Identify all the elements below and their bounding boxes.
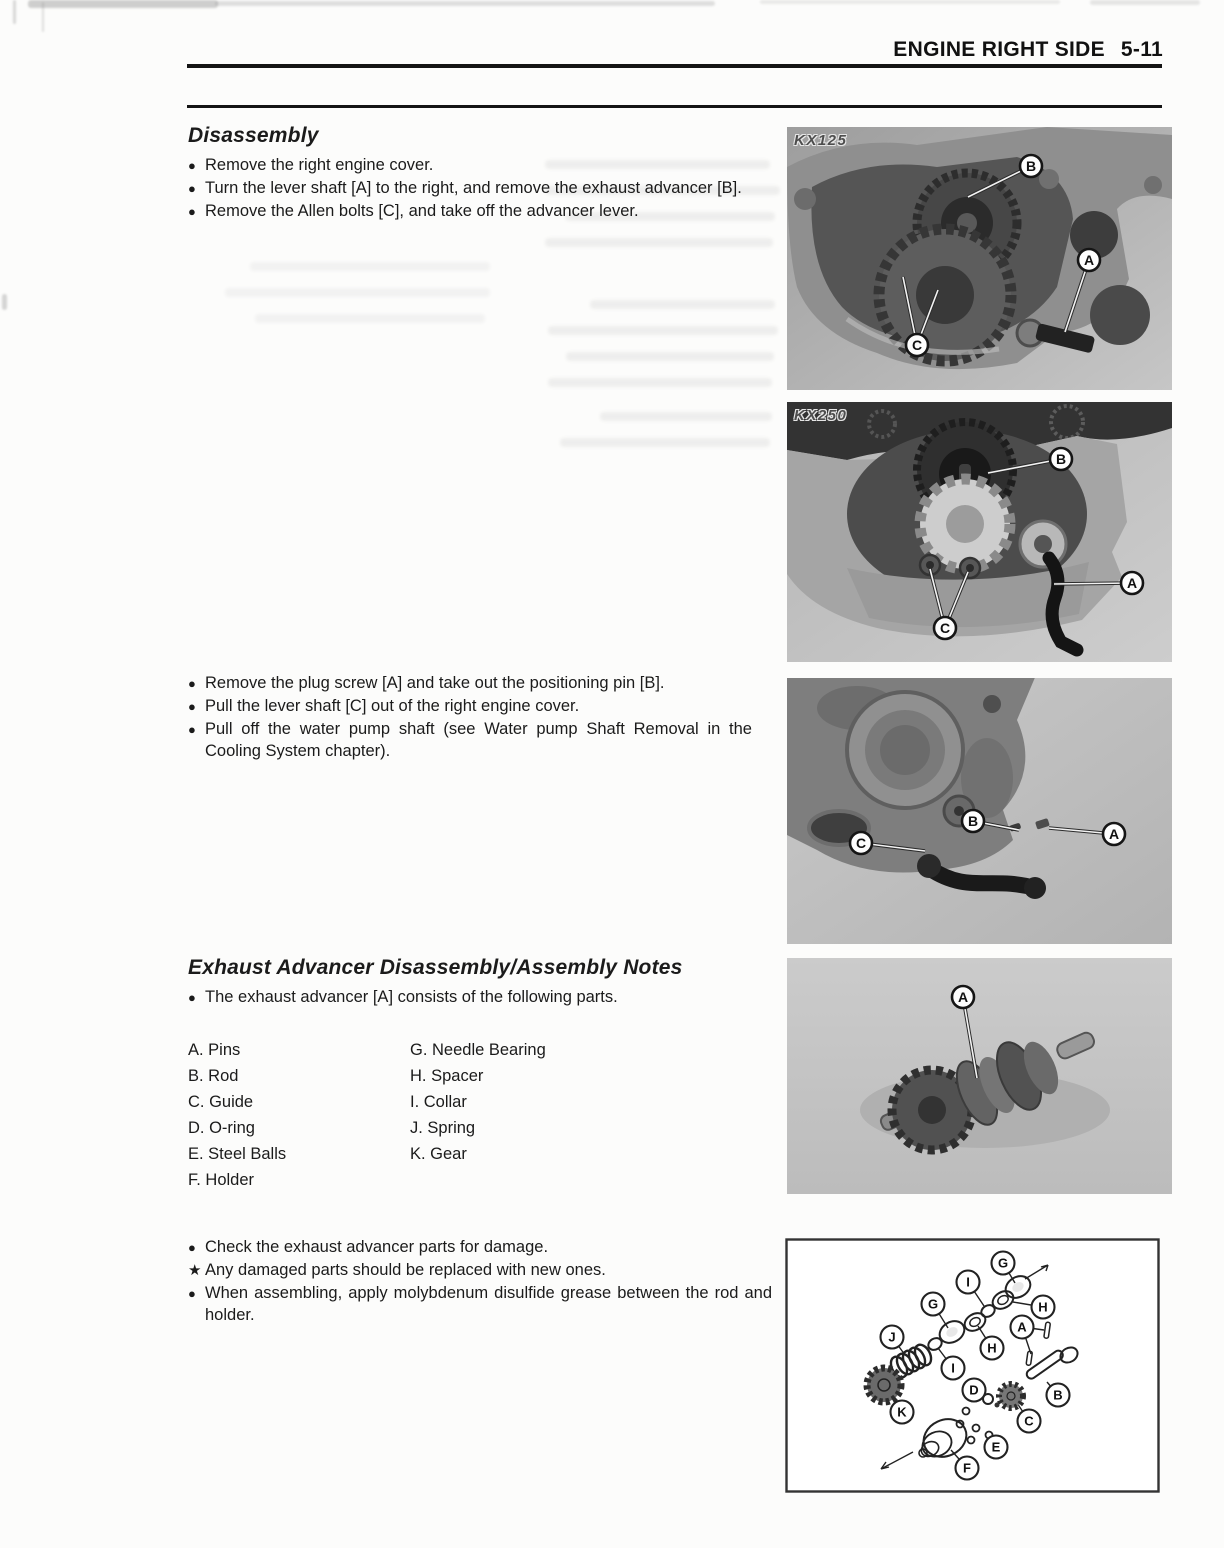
scan-artifact bbox=[13, 0, 16, 24]
svg-text:G: G bbox=[927, 1296, 939, 1312]
part-item: G. Needle Bearing bbox=[410, 1041, 546, 1059]
figure-kx125-advancer-photo bbox=[787, 127, 1172, 390]
scan-artifact bbox=[42, 2, 44, 32]
bullet-text: The exhaust advancer [A] consists of the following parts. bbox=[205, 988, 618, 1006]
header-rule-2 bbox=[187, 105, 1162, 108]
svg-text:F: F bbox=[963, 1460, 971, 1476]
svg-text:C: C bbox=[911, 337, 923, 353]
ghost-text bbox=[250, 262, 490, 271]
ghost-text bbox=[548, 326, 778, 335]
part-item: A. Pins bbox=[188, 1041, 241, 1059]
notes-heading: Exhaust Advancer Disassembly/Assembly Notes bbox=[188, 956, 683, 979]
bullet-marker: ● bbox=[188, 676, 196, 691]
part-item: E. Steel Balls bbox=[188, 1145, 287, 1163]
engine-photo bbox=[787, 678, 1172, 944]
bullet-text: Any damaged parts should be replaced with new ones. bbox=[205, 1261, 606, 1279]
svg-text:D: D bbox=[969, 1382, 979, 1398]
bullet-marker: ● bbox=[188, 699, 196, 714]
svg-text:H: H bbox=[987, 1340, 997, 1356]
svg-text:C: C bbox=[855, 835, 867, 851]
ghost-text bbox=[225, 288, 490, 297]
scan-artifact bbox=[2, 294, 7, 310]
bullet-marker: ● bbox=[188, 204, 196, 219]
svg-text:C: C bbox=[939, 620, 951, 636]
part-item: B. Rod bbox=[188, 1067, 239, 1085]
svg-text:A: A bbox=[957, 989, 969, 1005]
ghost-text bbox=[590, 300, 775, 309]
svg-text:E: E bbox=[991, 1439, 1001, 1455]
svg-text:I: I bbox=[951, 1360, 955, 1376]
svg-text:G: G bbox=[997, 1255, 1009, 1271]
svg-text:H: H bbox=[1038, 1299, 1048, 1315]
svg-text:C: C bbox=[1024, 1413, 1034, 1429]
ghost-text bbox=[566, 352, 774, 361]
ghost-text bbox=[548, 378, 772, 387]
instruction-bullet bbox=[188, 718, 752, 762]
part-item: K. Gear bbox=[410, 1145, 467, 1163]
part-item: C. Guide bbox=[188, 1093, 254, 1111]
notes-section bbox=[188, 956, 772, 1193]
figure-engine-cover-photo bbox=[787, 678, 1172, 944]
bullet-text: Remove the Allen bolts [C], and take off the advancer lever. bbox=[205, 202, 639, 220]
instruction-bullet bbox=[188, 200, 772, 223]
svg-text:B: B bbox=[1025, 158, 1037, 174]
svg-text:B: B bbox=[1053, 1387, 1063, 1403]
page-title: ENGINE RIGHT SIDE bbox=[893, 38, 1105, 61]
header-rule bbox=[187, 64, 1162, 68]
svg-text:A: A bbox=[1108, 826, 1120, 842]
bullet-marker: ● bbox=[188, 1240, 196, 1255]
bullet-text: Turn the lever shaft [A] to the right, and remove the exhaust advancer [B]. bbox=[205, 179, 742, 197]
svg-text:B: B bbox=[1055, 451, 1067, 467]
disassembly-section bbox=[188, 124, 772, 223]
parts-list-left-column bbox=[188, 1037, 410, 1193]
ghost-text bbox=[560, 438, 770, 447]
svg-text:A: A bbox=[1083, 252, 1095, 268]
part-item: D. O-ring bbox=[188, 1119, 255, 1137]
part-item: H. Spacer bbox=[410, 1067, 484, 1085]
bullet-text: Pull the lever shaft [C] out of the right engine cover. bbox=[205, 697, 580, 715]
removal-section bbox=[188, 672, 752, 762]
instruction-bullet bbox=[188, 695, 752, 718]
part-item: F. Holder bbox=[188, 1171, 255, 1189]
svg-text:A: A bbox=[1017, 1319, 1027, 1335]
part-item: I. Collar bbox=[410, 1093, 467, 1111]
svg-text:I: I bbox=[966, 1274, 970, 1290]
svg-text:B: B bbox=[967, 813, 979, 829]
instruction-bullet bbox=[188, 672, 752, 695]
instruction-bullet bbox=[188, 154, 772, 177]
bullet-marker: ● bbox=[188, 181, 196, 196]
figure-kx250-advancer-photo bbox=[787, 402, 1172, 662]
instruction-bullet bbox=[188, 1259, 772, 1282]
exploded-diagram-image bbox=[785, 1238, 1160, 1493]
bullet-marker: ● bbox=[188, 158, 196, 173]
page-header bbox=[893, 38, 1163, 62]
instruction-bullet bbox=[188, 177, 772, 200]
figure-exploded-diagram bbox=[785, 1238, 1160, 1493]
ghost-text bbox=[600, 412, 772, 421]
engine-photo bbox=[787, 958, 1172, 1194]
disassembly-heading: Disassembly bbox=[188, 124, 319, 147]
page-number: 5-11 bbox=[1120, 38, 1163, 61]
figure-label: KX250 bbox=[794, 407, 848, 424]
ghost-text bbox=[545, 238, 773, 247]
parts-list-right-column bbox=[410, 1037, 772, 1193]
bullet-text: Pull off the water pump shaft (see Water pump Shaft Removal in the Cooling System chapter). bbox=[205, 720, 752, 760]
bullet-text: Remove the plug screw [A] and take out the positioning pin [B]. bbox=[205, 674, 665, 692]
bullet-text: When assembling, apply molybdenum disulfide grease between the rod and holder. bbox=[205, 1284, 772, 1324]
svg-text:A: A bbox=[1126, 575, 1138, 591]
engine-photo bbox=[787, 402, 1172, 662]
figure-exhaust-advancer-photo bbox=[787, 958, 1172, 1194]
bullet-text: Check the exhaust advancer parts for damage. bbox=[205, 1238, 549, 1256]
scan-artifact bbox=[215, 1, 715, 6]
bullet-marker: ● bbox=[188, 1286, 196, 1301]
star-bullet-marker: ★ bbox=[188, 1262, 202, 1279]
engine-photo bbox=[787, 127, 1172, 390]
figure-label: KX125 bbox=[794, 132, 848, 149]
bullet-marker: ● bbox=[188, 990, 196, 1005]
parts-list bbox=[188, 1037, 772, 1193]
part-item: J. Spring bbox=[410, 1119, 476, 1137]
bullet-text: Remove the right engine cover. bbox=[205, 156, 434, 174]
instruction-bullet bbox=[188, 1236, 772, 1259]
instruction-bullet bbox=[188, 986, 772, 1009]
scan-artifact bbox=[28, 0, 218, 8]
scan-artifact bbox=[1090, 0, 1200, 5]
check-section bbox=[188, 1236, 772, 1326]
instruction-bullet bbox=[188, 1282, 772, 1326]
svg-text:J: J bbox=[888, 1329, 896, 1345]
svg-text:K: K bbox=[897, 1404, 907, 1420]
ghost-text bbox=[255, 314, 485, 323]
scan-artifact bbox=[760, 0, 1060, 4]
bullet-marker: ● bbox=[188, 722, 196, 737]
